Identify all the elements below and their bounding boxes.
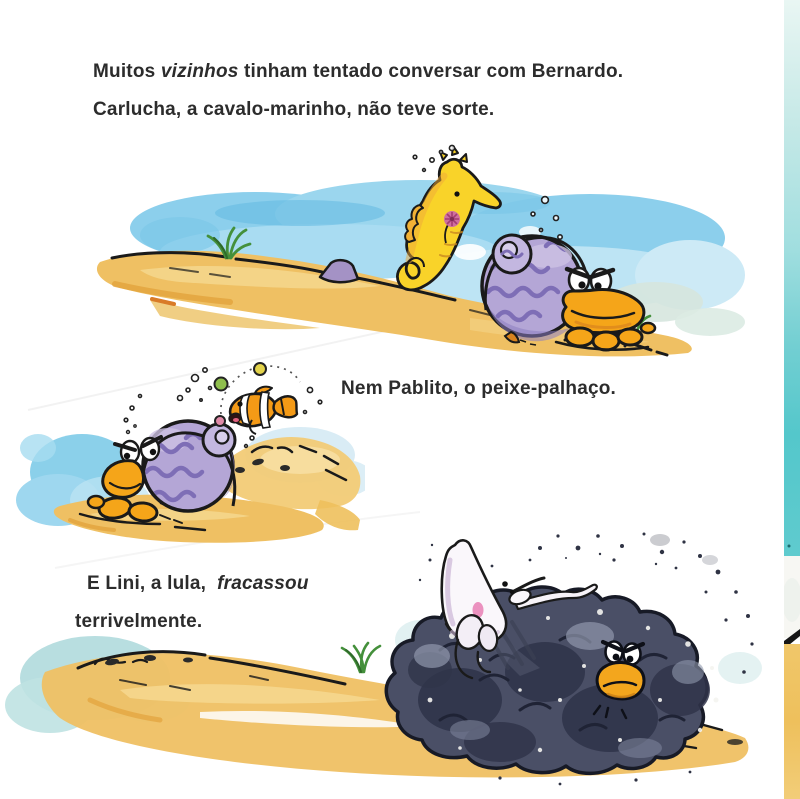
sand-mound xyxy=(218,437,360,530)
hermit-crab-shell xyxy=(482,235,588,345)
page-edge-shore-line xyxy=(784,629,800,649)
seahorse-carlucha xyxy=(397,146,500,290)
grass-tuft xyxy=(342,643,380,672)
yellow-ball xyxy=(254,363,266,375)
grass-tuft xyxy=(208,228,250,258)
pink-flower xyxy=(444,211,460,227)
juggling-arc xyxy=(221,366,300,414)
emphasis-fracassou: fracassou xyxy=(217,573,309,594)
grass-tuft xyxy=(616,313,650,336)
squid-lini xyxy=(442,540,597,678)
paragraph-1-suffix: tinham tentado conversar com Bernardo. xyxy=(238,61,624,82)
page-edge-whitecap xyxy=(784,556,800,638)
water-wash xyxy=(16,427,365,526)
sand-dune xyxy=(42,652,749,778)
illustration-scene2-clownfish-juggling xyxy=(15,358,365,555)
paragraph-1-prefix: Muitos xyxy=(93,61,161,82)
hermit-crab-bernardo xyxy=(556,268,655,350)
hermit-crab-bernardo-in-ink xyxy=(594,642,644,719)
next-page-edge xyxy=(784,0,800,799)
clownfish-pablito xyxy=(215,363,301,434)
paragraph-2-prefix: E Lini, a lula, xyxy=(87,573,218,594)
pink-ball xyxy=(215,416,225,426)
paragraph-1-line-2: Carlucha, a cavalo-marinho, não teve sorte. xyxy=(93,99,495,120)
page-edge-sand xyxy=(784,644,800,799)
green-ball xyxy=(215,378,228,391)
paragraph-2-line-1 xyxy=(87,574,309,593)
hermit-crab-bernardo xyxy=(88,425,182,523)
paragraph-1-line-1 xyxy=(93,62,623,81)
caption-pablito: Nem Pablito, o peixe-palhaço. xyxy=(341,378,617,399)
emphasis-vizinhos: vizinhos xyxy=(160,61,239,82)
hermit-crab-shell xyxy=(143,421,235,511)
illustration-scene3-ink-cloud xyxy=(0,520,770,799)
purple-rock xyxy=(320,260,358,282)
ink-speckles xyxy=(419,533,754,786)
black-ink-cloud xyxy=(386,587,718,773)
paragraph-2-line-2: terrivelmente. xyxy=(75,611,203,632)
illustration-scene1-seahorse-visit xyxy=(85,143,750,360)
page-edge-water xyxy=(784,0,800,556)
water-wash xyxy=(5,620,762,733)
sky-watercolor-wash xyxy=(130,180,745,336)
bubbles xyxy=(124,368,322,448)
bubbles xyxy=(413,145,562,248)
sand-foreground xyxy=(54,495,324,543)
sand-dune xyxy=(97,251,692,357)
